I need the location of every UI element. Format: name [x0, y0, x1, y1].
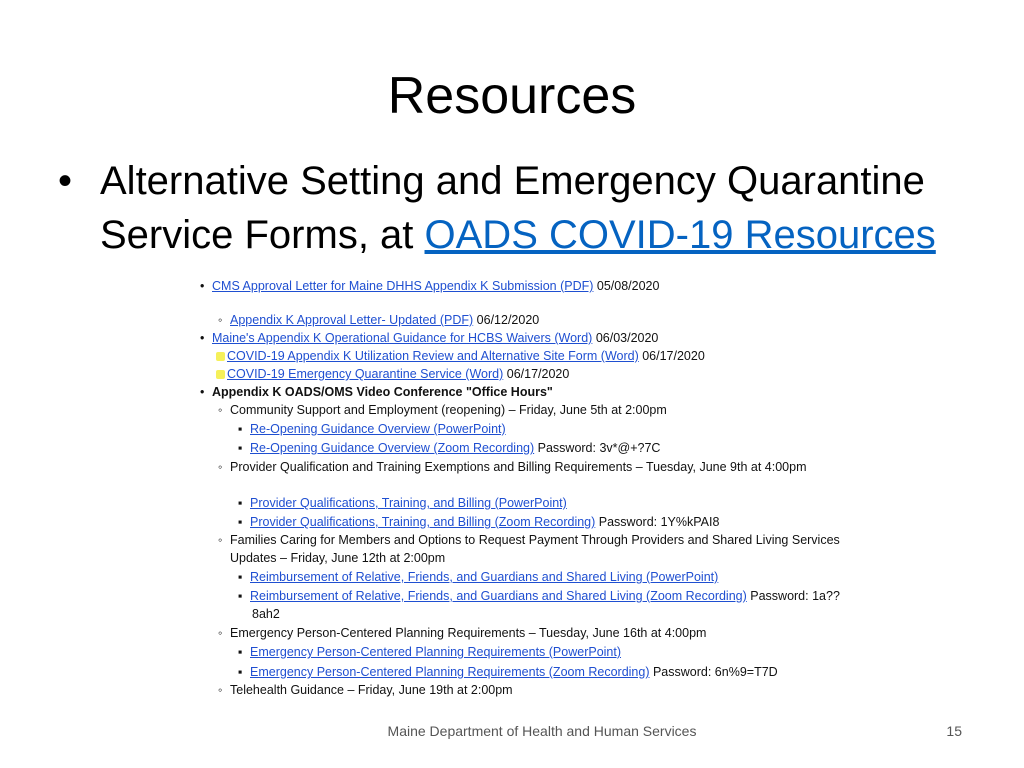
bullet-text: Alternative Setting and Emergency Quarantine Service Forms, at	[100, 159, 925, 257]
list-item: ▪ Re-Opening Guidance Overview (Zoom Recording) Password: 3v*@+?7C	[238, 441, 661, 455]
provider-ppt-link[interactable]: Provider Qualifications, Training, and Billing (PowerPoint)	[250, 496, 567, 510]
operational-guidance-link[interactable]: Maine's Appendix K Operational Guidance for HCBS Waivers (Word)	[212, 331, 593, 345]
bullet-item	[58, 154, 998, 262]
quarantine-service-link[interactable]: COVID-19 Emergency Quarantine Service (Word)	[227, 367, 504, 381]
list-item-continued: Updates – Friday, June 12th at 2:00pm	[230, 551, 446, 565]
cms-approval-link[interactable]: CMS Approval Letter for Maine DHHS Appendix K Submission (PDF)	[212, 279, 594, 293]
list-item: ▪ Re-Opening Guidance Overview (PowerPoint)	[238, 422, 506, 436]
slide-footer: Maine Department of Health and Human Services	[387, 723, 697, 739]
list-item: ◦ Provider Qualification and Training Exemptions and Billing Requirements – Tuesday, June 9th at 4:00pm	[218, 460, 807, 474]
list-item: ◦ Telehealth Guidance – Friday, June 19th at 2:00pm	[218, 683, 513, 697]
list-item: ▪ Emergency Person-Centered Planning Requirements (PowerPoint)	[238, 645, 622, 659]
list-item-continued: 8ah2	[252, 607, 280, 621]
list-item: COVID-19 Emergency Quarantine Service (Word) 06/17/2020	[216, 366, 569, 382]
list-item: COVID-19 Appendix K Utilization Review and Alternative Site Form (Word) 06/17/2020	[216, 348, 705, 364]
slide-title: Resources	[387, 67, 637, 125]
list-item: ▪ Emergency Person-Centered Planning Requirements (Zoom Recording) Password: 6n%9=T7D	[238, 665, 778, 679]
list-item: • Appendix K OADS/OMS Video Conference "Office Hours"	[200, 385, 553, 399]
list-item: ◦ Emergency Person-Centered Planning Requirements – Tuesday, June 16th at 4:00pm	[218, 626, 707, 640]
list-item: ▪ Reimbursement of Relative, Friends, and Guardians and Shared Living (Zoom Recording) Password: 1a??	[238, 589, 840, 603]
reopening-ppt-link[interactable]: Re-Opening Guidance Overview (PowerPoint)	[250, 422, 506, 436]
office-hours-heading: Appendix K OADS/OMS Video Conference "Office Hours"	[212, 385, 553, 399]
list-item: ◦ Appendix K Approval Letter- Updated (PDF) 06/12/2020	[218, 313, 540, 327]
list-item: ◦ Community Support and Employment (reopening) – Friday, June 5th at 2:00pm	[218, 403, 667, 417]
list-item: • Maine's Appendix K Operational Guidance for HCBS Waivers (Word) 06/03/2020	[200, 331, 659, 345]
reimbursement-ppt-link[interactable]: Reimbursement of Relative, Friends, and Guardians and Shared Living (PowerPoint)	[250, 570, 719, 584]
pcp-zoom-link[interactable]: Emergency Person-Centered Planning Requirements (Zoom Recording)	[250, 665, 650, 679]
provider-zoom-link[interactable]: Provider Qualifications, Training, and Billing (Zoom Recording)	[250, 515, 596, 529]
list-item: ▪ Provider Qualifications, Training, and Billing (Zoom Recording) Password: 1Y%kPAI8	[238, 515, 720, 529]
reopening-zoom-link[interactable]: Re-Opening Guidance Overview (Zoom Recording)	[250, 441, 535, 455]
pcp-ppt-link[interactable]: Emergency Person-Centered Planning Requirements (PowerPoint)	[250, 645, 622, 659]
list-item: ◦ Families Caring for Members and Options to Request Payment Through Providers and Shared Living Services	[218, 533, 840, 547]
list-item: • CMS Approval Letter for Maine DHHS Appendix K Submission (PDF) 05/08/2020	[200, 279, 660, 293]
approval-letter-link[interactable]: Appendix K Approval Letter- Updated (PDF)	[230, 313, 474, 327]
bullet-dot: •	[58, 159, 73, 203]
resources-screenshot	[196, 272, 896, 706]
highlight-marker	[216, 370, 225, 379]
reimbursement-zoom-link[interactable]: Reimbursement of Relative, Friends, and Guardians and Shared Living (Zoom Recording)	[250, 589, 747, 603]
list-item: ▪ Provider Qualifications, Training, and Billing (PowerPoint)	[238, 496, 567, 510]
utilization-review-link[interactable]: COVID-19 Appendix K Utilization Review and Alternative Site Form (Word)	[227, 349, 639, 363]
highlight-marker	[216, 352, 225, 361]
list-item: ▪ Reimbursement of Relative, Friends, and Guardians and Shared Living (PowerPoint)	[238, 570, 719, 584]
oads-resources-link[interactable]: OADS COVID-19 Resources	[424, 213, 936, 257]
page-number: 15	[946, 723, 962, 739]
